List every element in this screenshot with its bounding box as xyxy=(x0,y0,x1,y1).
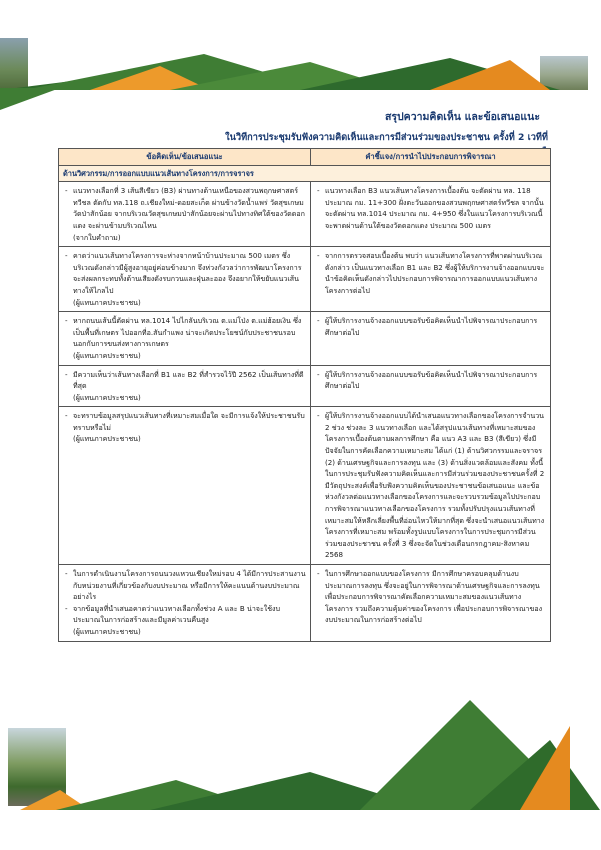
comment-cell xyxy=(59,565,311,642)
comment-text: - หากถนนเส้นนี้ตัดผ่าน ทล.1014 ไปไกลันบริเวณ ต.แม่โป่ง ต.แม่ฮ้อยเงิน ซึ่งเป็นพื้นที่เกษตร ไปออกที่อ.สันกำแพง น่าจะเกิดประโยชน์กับประชาชนรอบนอกกับการขนส่งทางการเกษตร xyxy=(73,315,306,350)
comment-source: (จากใบคำถาม) xyxy=(73,232,121,242)
comment-text: - แนวทางเลือกที่ 3 เส้นสีเขียว (B3) ผ่านทางด้านเหนือของสวนพฤกษศาสตร์ทวีชล ตัดกับ ทล.118 ถ.เชียงใหม่-ดอยสะเก็ด ผ่านข้างวัดน้ำแพร่ วัดสุขเกษมวัดป่าสักน้อย จากบริเวณวัดสุขเกษมป่าสักน้อยจะผ่านไปทางทิศใต้ของวัดดอกแดง จะผ่านข้ามบริเวณไหน xyxy=(73,185,306,231)
section-title: ด้านวิศวกรรม/การออกแบบแนวเส้นทางโครงการ/การจราจร xyxy=(59,165,551,182)
comment-source: (ผู้แทนภาคประชาชน) xyxy=(73,626,141,636)
comment-cell xyxy=(59,407,311,565)
table-row xyxy=(59,565,551,642)
response-cell xyxy=(311,407,551,565)
response-text: - จากการตรวจสอบเบื้องต้น พบว่า แนวเส้นทางโครงการที่พาดผ่านบริเวณดังกล่าว เป็นแนวทางเลือก B1 และ B2 ซึ่งผู้ให้บริการงานจ้างออกแบบจะนำข้อคิดเห็นดังกล่าวไปประกอบการพิจารณาการออกแบบแนวเส้นทางโครงการต่อไป xyxy=(325,250,546,296)
comment-cell xyxy=(59,182,311,247)
response-text: - ผู้ให้บริการงานจ้างออกแบบได้นำเสนอแนวทางเลือกของโครงการจำนวน 2 ช่วง ช่วงละ 3 แนวทางเลือก และได้สรุปแนวเส้นทางที่เหมาะสมของโครงการเบื้องต้นตามผลการศึกษา คือ แนว A3 และ B3 (สีเขียว) ซึ่งมีปัจจัยในการคัดเลือกความเหมาะสม ได้แก่ (1) ด้านวิศวกรรมและจราจร (2) ด้านเศรษฐกิจและการลงทุน และ (3) ด้านสิ่งแวดล้อมและสังคม ทั้งนี้ ในการประชุมรับฟังความคิดเห็นและการมีส่วนร่วมของประชาชนครั้งที่ 2 มีวัตถุประสงค์เพื่อรับฟังความคิดเห็นของประชาชนข้อเสนอแนะ และข้อห่วงกังวลต่อแนวทางเลือกของโครงการและจะรวบรวมข้อมูลไปประกอบการพิจารณาแนวทางเลือกของโครงการ รวมทั้งปรับปรุงแนวเส้นทางที่เหมาะสมให้หลีกเลี่ยงพื้นที่อ่อนไหวให้มากที่สุด ซึ่งจะนำเสนอแนวเส้นทางโครงการที่เหมาะสม พร้อมทั้งรูปแบบโครงการในการประชุมการมีส่วนร่วมของประชาชน ครั้งที่ 3 ซึ่งจะจัดในช่วงเดือนกรกฎาคม-สิงหาคม 2568 xyxy=(325,410,546,561)
comment-cell xyxy=(59,247,311,312)
comment-text: - ในการดำเนินงานโครงการถนนวงแหวนเชียงใหม่รอบ 4 ได้มีการประสานงานกับหน่วยงานที่เกี่ยวข้องกับงบประมาณ หรือมีการให้คะแนนด้านงบประมาณอย่างไร xyxy=(73,568,306,603)
document-title: สรุปความคิดเห็น และข้อเสนอแนะ xyxy=(384,111,540,123)
table-row xyxy=(59,247,551,312)
response-text: - แนวทางเลือก B3 แนวเส้นทางโครงการเบื้องต้น จะตัดผ่าน ทล. 118 ประมาณ กม. 11+300 ฝั่งตะวันออกของสวนพฤกษศาสตร์ทวีชล จากนั้นจะตัดผ่าน ทล.1014 ประมาณ กม. 4+950 ซึ่งในแนวโครงการบริเวณนี้ จะพาดผ่านด้านใต้ของวัดดอกแดง ประมาณ 500 เมตร xyxy=(325,185,546,231)
comment-text: - คาดว่าแนวเส้นทางโครงการจะห่างจากหน้าบ้านประมาณ 500 เมตร ซึ่งบริเวณดังกล่าวมีผู้สูงอายุอยู่ค่อนข้างมาก จึงห่วงกังวลว่าการพัฒนาโครงการจะส่งผลกระทบทั้งด้านเสียงดังรบกวนและฝุ่นละออง จึงอยากให้ขยับแนวเส้นทางให้ไกลไป xyxy=(73,250,306,296)
comment-text: - จะทราบข้อมูลสรุปแนวเส้นทางที่เหมาะสมเมื่อใด จะมีการแจ้งให้ประชาชนรับทราบหรือไม่ xyxy=(73,410,306,433)
section-row xyxy=(59,165,551,182)
comment-source: (ผู้แทนภาคประชาชน) xyxy=(73,350,141,360)
footer-decor-triangle-orange xyxy=(520,726,570,810)
response-text: - ผู้ให้บริการงานจ้างออกแบบขอรับข้อคิดเห็นนำไปพิจารณาประกอบการศึกษาต่อไป xyxy=(325,315,546,338)
header-response: คำชี้แจง/การนำไปประกอบการพิจารณา xyxy=(311,149,551,166)
table-row xyxy=(59,365,551,407)
table-row xyxy=(59,312,551,365)
comment-source: (ผู้แทนภาคประชาชน) xyxy=(73,434,141,444)
comment-text: - จากข้อมูลที่นำเสนอคาดว่าแนวทางเลือกทั้งช่วง A และ B น่าจะใช้งบประมาณในการก่อสร้างและมีมูลค่าเวนคืนสูง xyxy=(73,603,306,626)
comment-source: (ผู้แทนภาคประชาชน) xyxy=(73,297,141,307)
table-row xyxy=(59,182,551,247)
comment-cell xyxy=(59,312,311,365)
table-row xyxy=(59,407,551,565)
document-subtitle: ในวิทีการประชุมรับฟังความคิดเห็นและการมีส่วนร่วมของประชาชน ครั้งที่ 2 เวทีที่ xyxy=(225,132,548,143)
response-cell xyxy=(311,565,551,642)
header-decor-triangle-orange xyxy=(430,60,550,90)
header-decor-triangle xyxy=(0,88,60,110)
response-text: - ผู้ให้บริการงานจ้างออกแบบขอรับข้อคิดเห็นนำไปพิจารณาประกอบการศึกษาต่อไป xyxy=(325,369,546,392)
response-cell xyxy=(311,312,551,365)
table-header-row xyxy=(59,149,551,166)
header-comment: ข้อคิดเห็น/ข้อเสนอแนะ xyxy=(59,149,311,166)
comments-table xyxy=(58,148,550,642)
response-text: - ในการศึกษาออกแบบของโครงการ มีการศึกษาครอบคลุมด้านงบประมาณการลงทุน ซึ่งจะอยู่ในการพิจารณาด้านเศรษฐกิจและการลงทุน เพื่อประกอบการพิจารณาคัดเลือกความเหมาะสมของแนวเส้นทางโครงการ รวมถึงความคุ้มค่าของโครงการ เพื่อประกอบการพิจารณาของงบประมาณในการก่อสร้างต่อไป xyxy=(325,568,546,626)
response-cell xyxy=(311,365,551,407)
response-cell xyxy=(311,247,551,312)
comment-cell xyxy=(59,365,311,407)
response-cell xyxy=(311,182,551,247)
comment-text: - มีความเห็นว่าเส้นทางเลือกที่ B1 และ B2 ที่สำรวจไว้ปี 2562 เป็นเส้นทางที่ดีที่สุด xyxy=(73,369,306,392)
comment-source: (ผู้แทนภาคประชาชน) xyxy=(73,392,141,402)
